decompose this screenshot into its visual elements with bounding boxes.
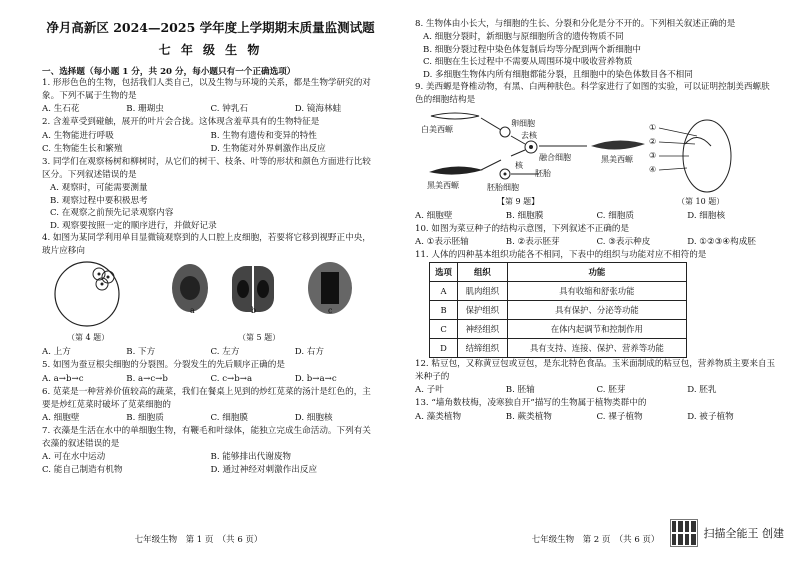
fig9-label: 融合细胞 [539, 152, 571, 162]
tissue-table [429, 262, 687, 358]
option: C. 细胞膜 [210, 413, 249, 424]
fig9-label: 胚胎 [535, 168, 551, 178]
question-7: 7. 衣藻是生活在水中的单细胞生物，有鞭毛和叶绿体，能独立完成生命活动。下列有关衣藻的叙述错误的是 [42, 426, 371, 450]
option: D. 多细胞生物体内所有细胞都能分裂，且细胞中的染色体数目各不相同 [423, 69, 693, 80]
question-1-options [42, 103, 379, 116]
exam-title: 净月高新区 2024—2025 学年度上学期期末质量监测试题 [46, 20, 375, 35]
table-header-row [430, 263, 687, 282]
page-2 [397, 0, 794, 561]
option: A. 子叶 [415, 385, 444, 396]
table-cell: 具有支持、连接、保护、营养等功能 [507, 339, 686, 358]
option: D. b→a→c [294, 373, 337, 384]
option: D. 右方 [294, 347, 324, 358]
table-header: 功能 [507, 263, 686, 282]
fig10-label: ① [649, 122, 657, 132]
option: B. 下方 [126, 347, 156, 358]
cell-figures [42, 258, 382, 334]
fig5-label-c: c [328, 306, 333, 316]
egg-cell [500, 127, 510, 137]
question-6: 6. 苋菜是一种营养价值较高的蔬菜，我们在餐桌上见到的炒红苋菜的汤汁是红色的，主要是炒红苋菜时破坏了苋菜细胞的 [42, 386, 371, 410]
option: A. 可在水中运动 [42, 452, 106, 463]
question-10: 10. 如图为菜豆种子的结构示意图，下列叙述不正确的是 [415, 223, 630, 234]
option: A. 细胞壁 [415, 210, 453, 221]
bean-seed [659, 120, 731, 192]
question-3: 3. 同学们在观察杨树和柳树时，从它们的树干、枝条、叶等的形状和颜色方面进行比较区分。下列叙述错误的是 [42, 156, 371, 180]
salamander-black-1 [429, 166, 483, 174]
watermark-text: 扫描全能王 创建 [703, 527, 784, 540]
table-header: 选项 [430, 263, 458, 282]
fig10-label: ④ [649, 164, 657, 174]
option: A. 观察时，可能需要测量 [50, 183, 148, 194]
qr-code-icon [670, 519, 698, 547]
fig9-label: 核 [515, 160, 523, 170]
table-cell: 具有保护、分泌等功能 [507, 301, 686, 320]
table-cell: 在体内起调节和控制作用 [507, 320, 686, 339]
option: D. 细胞核 [687, 210, 726, 221]
option: C. 胚芽 [596, 385, 626, 396]
option: C. 生物能生长和繁殖 [42, 143, 123, 154]
question-5: 5. 如图为蚕豆根尖细胞的分裂图。分裂发生的先后顺序正确的是 [42, 360, 285, 371]
page-1-footer: 七年级生物 第 1 页 （共 6 页） [134, 535, 263, 545]
option: B. 蕨类植物 [505, 411, 552, 422]
page-2-footer: 七年级生物 第 2 页 （共 6 页） [531, 535, 660, 545]
table-cell: 结缔组织 [458, 339, 508, 358]
table-row [430, 282, 687, 301]
table-cell: A [430, 282, 458, 301]
option: D. ①②③④构成胚 [687, 236, 756, 247]
question-4: 4. 如图为某同学利用单目显微镜观察到的人口腔上皮细胞，若要将它移到视野正中央，玻片应移向 [42, 233, 371, 257]
option: D. 胚乳 [687, 385, 717, 396]
option: C. 左方 [210, 347, 240, 358]
option: B. a→c→b [126, 373, 168, 384]
question-13-options [415, 411, 778, 424]
question-10-options [415, 236, 778, 249]
question-6-options [42, 412, 379, 425]
table-cell: C [430, 320, 458, 339]
option: D. 镜海林蛙 [294, 104, 342, 115]
experiment-figure [415, 108, 775, 198]
option: A. 细胞分裂时，新细胞与原细胞所含的遗传物质不同 [423, 32, 624, 43]
fig4-caption: （第 4 题） [67, 333, 110, 343]
dividing-cell-a [172, 264, 208, 312]
question-8: 8. 生物体由小长大，与细胞的生长、分裂和分化是分不开的。下列相关叙述正确的是 [415, 19, 736, 29]
exam-subject: 七 年 级 生 物 [158, 43, 263, 57]
option: A. ①表示胚轴 [415, 236, 469, 247]
question-1: 1. 形形色色的生物，包括我们人类自己，以及生物与环境的关系，都是生物学研究的对象。下列不属于生物的是 [42, 78, 371, 102]
fig9-caption: 【第 9 题】 [497, 196, 540, 206]
table-cell: D [430, 339, 458, 358]
option: D. 被子植物 [687, 411, 734, 422]
option: C. 细胞在生长过程中不需要从周围环境中吸收营养物质 [423, 57, 633, 68]
fig9-label: 胚胎细胞 [487, 182, 519, 192]
option: D. 通过神经对刺激作出反应 [210, 465, 318, 476]
fig9-label: 去核 [521, 130, 537, 140]
table-row [430, 301, 687, 320]
option: A. a→b→c [42, 373, 84, 384]
option: A. 生物能进行呼吸 [42, 130, 114, 141]
option: B. 胚轴 [505, 385, 535, 396]
option: C. 能自己制造有机物 [42, 465, 123, 476]
fig9-label: 黑美西螈 [427, 180, 459, 190]
question-11: 11. 人体的四种基本组织功能各不相同，下表中的组织与功能对应不相符的是 [415, 249, 707, 260]
scanner-watermark [670, 519, 785, 547]
option: B. 细胞分裂过程中染色体复制后均等分配到两个新细胞中 [423, 44, 642, 55]
section-heading: 一、选择题（每小题 1 分，共 20 分，每小题只有一个正确选项） [42, 67, 296, 77]
option: B. ②表示胚芽 [505, 236, 560, 247]
option: D. 生物能对外界刺激作出反应 [210, 143, 326, 154]
salamander-white [431, 113, 479, 119]
table-cell: 具有收缩和舒张功能 [507, 282, 686, 301]
fig9-label: 卵细胞 [511, 118, 535, 128]
fig9-label: 黑美西螈 [601, 154, 633, 164]
question-13: 13. “墙角数枝梅，凌寒独自开”描写的生物属于植物类群中的 [415, 398, 647, 409]
option: C. 细胞质 [596, 210, 635, 221]
option: C. c→b→a [210, 373, 253, 384]
table-header: 组织 [458, 263, 508, 282]
figures-9-10 [415, 108, 778, 210]
table-cell: B [430, 301, 458, 320]
fig10-caption: （第 10 题） [677, 196, 725, 206]
option: A. 细胞壁 [42, 413, 80, 424]
table-row [430, 320, 687, 339]
table-row [430, 339, 687, 358]
option: A. 上方 [42, 347, 71, 358]
question-3-options [42, 182, 379, 232]
option: B. 生物有遗传和变异的特性 [210, 130, 317, 141]
question-4-options [42, 346, 379, 359]
fig10-label: ② [649, 136, 657, 146]
table-cell: 肌肉组织 [458, 282, 508, 301]
salamander-black-2 [591, 140, 645, 149]
fig5-label-a: a [190, 306, 195, 316]
option: B. 观察过程中要积极思考 [50, 195, 148, 206]
question-9: 9. 美西螈是脊椎动物，有黑、白两种肤色。科学家进行了如图的实验，可以证明控制美西螈肤色的细胞结构是 [415, 82, 770, 106]
option: B. 细胞质 [126, 413, 164, 424]
option: B. 细胞膜 [505, 210, 544, 221]
option: C. ③表示种皮 [596, 236, 651, 247]
option: B. 珊瑚虫 [126, 104, 164, 115]
fig10-label: ③ [649, 150, 657, 160]
question-12-options [415, 384, 778, 397]
option: D. 观察要按照一定的顺序进行，并做好记录 [50, 220, 217, 231]
option: C. 钟乳石 [210, 104, 249, 115]
option: A. 藻类植物 [415, 411, 462, 422]
question-2: 2. 含羞草受到碰触，展开的叶片会合拢。这体现含羞草具有的生物特征是 [42, 117, 320, 128]
question-5-options [42, 373, 379, 386]
epithelial-cells [93, 268, 114, 290]
table-cell: 神经组织 [458, 320, 508, 339]
option: C. 在观察之前预先记录观察内容 [50, 208, 174, 219]
option: C. 裸子植物 [596, 411, 643, 422]
option: B. 能够排出代谢废物 [210, 452, 292, 463]
option: A. 生石花 [42, 104, 80, 115]
question-7-options [42, 451, 379, 477]
fig5-label-b: b [251, 306, 257, 316]
fig9-label: 白美西螈 [421, 124, 453, 134]
question-9-options [415, 210, 778, 223]
option: D. 细胞核 [294, 413, 333, 424]
figures-4-5 [42, 258, 379, 346]
question-12: 12. 粘豆包，又称黄豆包或豆包，是东北特色食品。玉米面制成的粘豆包，营养物质主要来自玉米种子的 [415, 359, 776, 383]
table-cell: 保护组织 [458, 301, 508, 320]
fig5-caption: （第 5 题） [238, 333, 281, 343]
question-2-options [42, 130, 379, 156]
question-8-options [415, 31, 778, 81]
